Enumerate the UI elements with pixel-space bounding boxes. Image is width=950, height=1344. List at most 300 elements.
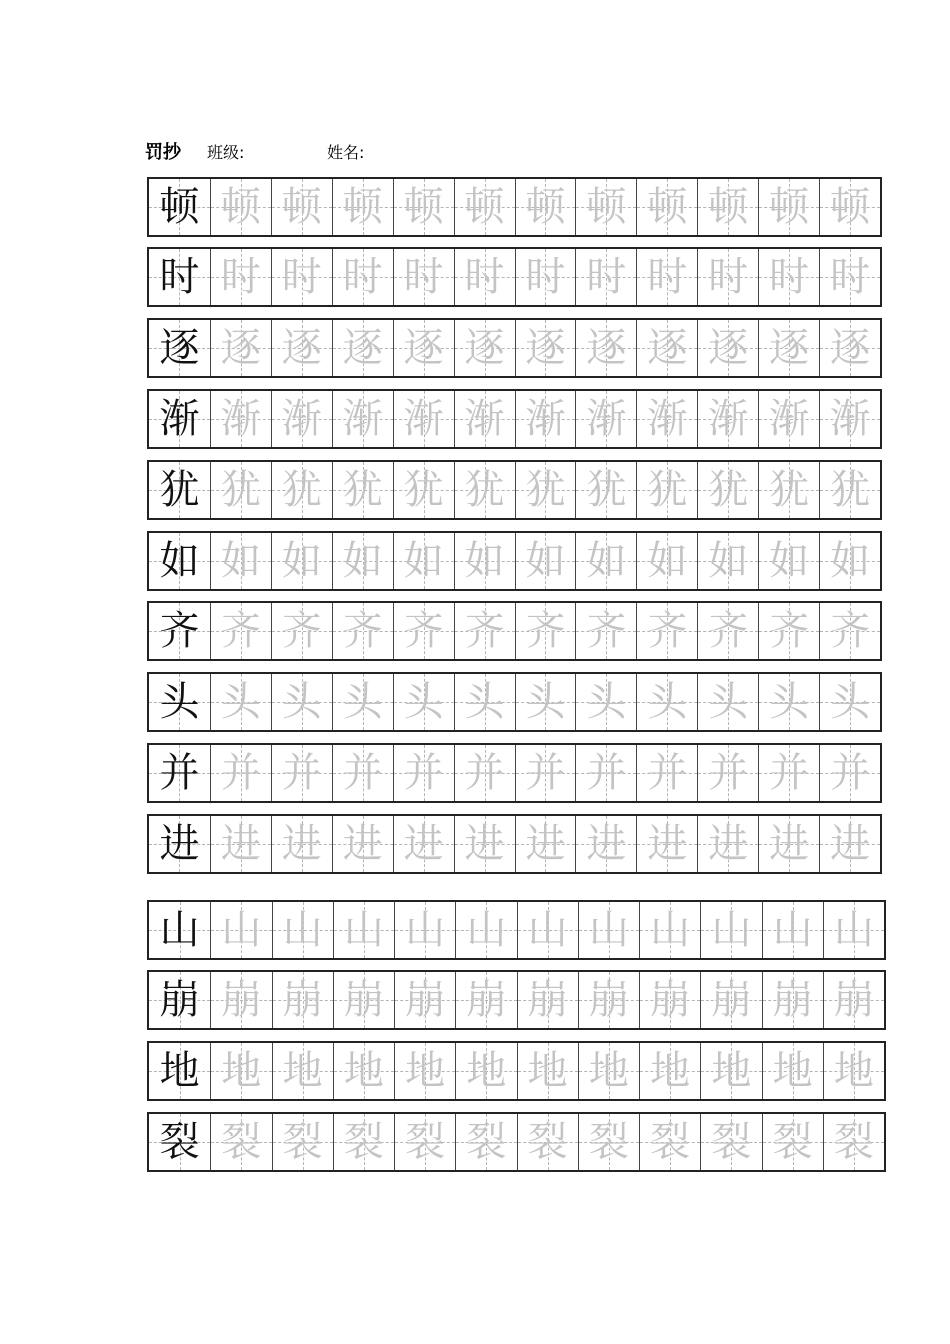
practice-row bbox=[147, 1041, 886, 1101]
tracing-cell[interactable] bbox=[575, 816, 636, 872]
trace-character: 犹 bbox=[464, 467, 505, 513]
trace-character: 裂 bbox=[833, 1119, 874, 1165]
tracing-cell[interactable] bbox=[819, 816, 880, 872]
trace-character: 逐 bbox=[403, 325, 444, 371]
trace-character: 渐 bbox=[281, 396, 322, 442]
tracing-cell[interactable] bbox=[758, 816, 819, 872]
trace-character: 逐 bbox=[220, 325, 261, 371]
trace-character: 渐 bbox=[525, 396, 566, 442]
trace-character: 逐 bbox=[586, 325, 627, 371]
trace-character: 逐 bbox=[830, 325, 871, 371]
tracing-cell[interactable] bbox=[700, 972, 761, 1028]
tracing-cell[interactable] bbox=[515, 249, 576, 305]
trace-character: 头 bbox=[708, 679, 749, 725]
tracing-cell[interactable] bbox=[210, 462, 271, 518]
trace-character: 齐 bbox=[403, 608, 444, 654]
tracing-cell[interactable] bbox=[455, 902, 516, 958]
tracing-cell[interactable] bbox=[639, 1043, 700, 1099]
tracing-cell[interactable] bbox=[578, 1043, 639, 1099]
tracing-cell[interactable] bbox=[455, 1114, 516, 1170]
trace-character: 并 bbox=[647, 750, 688, 796]
tracing-cell[interactable] bbox=[823, 972, 884, 1028]
tracing-cell[interactable] bbox=[333, 902, 394, 958]
tracing-cell[interactable] bbox=[271, 816, 332, 872]
tracing-cell[interactable] bbox=[575, 179, 636, 235]
tracing-cell[interactable] bbox=[697, 249, 758, 305]
trace-character: 裂 bbox=[466, 1119, 507, 1165]
tracing-cell[interactable] bbox=[393, 391, 454, 447]
trace-character: 犹 bbox=[342, 467, 383, 513]
tracing-cell[interactable] bbox=[636, 179, 697, 235]
trace-character: 并 bbox=[708, 750, 749, 796]
tracing-cell[interactable] bbox=[758, 391, 819, 447]
trace-character: 头 bbox=[464, 679, 505, 725]
trace-character: 并 bbox=[220, 750, 261, 796]
trace-character: 山 bbox=[527, 907, 568, 953]
trace-character: 时 bbox=[220, 254, 261, 300]
tracing-cell[interactable] bbox=[454, 249, 515, 305]
tracing-cell[interactable] bbox=[271, 179, 332, 235]
tracing-cell[interactable] bbox=[700, 1114, 761, 1170]
tracing-cell[interactable] bbox=[823, 1043, 884, 1099]
trace-character: 齐 bbox=[525, 608, 566, 654]
tracing-cell[interactable] bbox=[700, 1043, 761, 1099]
tracing-cell[interactable] bbox=[636, 674, 697, 730]
model-character-cell bbox=[149, 1043, 210, 1099]
tracing-cell[interactable] bbox=[271, 391, 332, 447]
tracing-cell[interactable] bbox=[454, 603, 515, 659]
practice-row bbox=[147, 389, 882, 449]
tracing-cell[interactable] bbox=[271, 462, 332, 518]
tracing-cell[interactable] bbox=[210, 533, 271, 589]
tracing-cell[interactable] bbox=[272, 1043, 333, 1099]
trace-character: 裂 bbox=[650, 1119, 691, 1165]
tracing-cell[interactable] bbox=[455, 972, 516, 1028]
tracing-cell[interactable] bbox=[639, 1114, 700, 1170]
trace-character: 裂 bbox=[588, 1119, 629, 1165]
trace-character: 如 bbox=[464, 538, 505, 584]
tracing-cell[interactable] bbox=[762, 1043, 823, 1099]
trace-character: 如 bbox=[220, 538, 261, 584]
tracing-cell[interactable] bbox=[394, 972, 455, 1028]
tracing-cell[interactable] bbox=[515, 320, 576, 376]
tracing-cell[interactable] bbox=[819, 603, 880, 659]
tracing-cell[interactable] bbox=[332, 816, 393, 872]
trace-character: 地 bbox=[343, 1048, 384, 1094]
tracing-cell[interactable] bbox=[393, 533, 454, 589]
tracing-cell[interactable] bbox=[575, 533, 636, 589]
tracing-cell[interactable] bbox=[758, 533, 819, 589]
tracing-cell[interactable] bbox=[332, 391, 393, 447]
tracing-cell[interactable] bbox=[393, 603, 454, 659]
trace-character: 头 bbox=[586, 679, 627, 725]
trace-character: 并 bbox=[586, 750, 627, 796]
trace-character: 时 bbox=[586, 254, 627, 300]
tracing-cell[interactable] bbox=[393, 816, 454, 872]
trace-character: 山 bbox=[405, 907, 446, 953]
tracing-cell[interactable] bbox=[762, 1114, 823, 1170]
trace-character: 如 bbox=[708, 538, 749, 584]
tracing-cell[interactable] bbox=[394, 1043, 455, 1099]
trace-character: 进 bbox=[403, 821, 444, 867]
trace-character: 崩 bbox=[466, 977, 507, 1023]
tracing-cell[interactable] bbox=[271, 533, 332, 589]
practice-row bbox=[147, 601, 882, 661]
tracing-cell[interactable] bbox=[333, 1043, 394, 1099]
tracing-cell[interactable] bbox=[697, 462, 758, 518]
tracing-cell[interactable] bbox=[210, 179, 271, 235]
tracing-cell[interactable] bbox=[575, 745, 636, 801]
trace-character: 地 bbox=[650, 1048, 691, 1094]
trace-character: 犹 bbox=[281, 467, 322, 513]
tracing-cell[interactable] bbox=[210, 1043, 271, 1099]
trace-character: 山 bbox=[221, 907, 262, 953]
tracing-cell[interactable] bbox=[697, 320, 758, 376]
tracing-cell[interactable] bbox=[758, 462, 819, 518]
tracing-cell[interactable] bbox=[333, 972, 394, 1028]
model-character: 渐 bbox=[159, 396, 200, 442]
trace-character: 崩 bbox=[588, 977, 629, 1023]
trace-character: 崩 bbox=[650, 977, 691, 1023]
practice-row bbox=[147, 247, 882, 307]
trace-character: 时 bbox=[281, 254, 322, 300]
trace-character: 山 bbox=[282, 907, 323, 953]
trace-character: 时 bbox=[830, 254, 871, 300]
tracing-cell[interactable] bbox=[575, 391, 636, 447]
tracing-cell[interactable] bbox=[517, 1114, 578, 1170]
tracing-cell[interactable] bbox=[332, 249, 393, 305]
trace-character: 进 bbox=[830, 821, 871, 867]
model-character: 如 bbox=[159, 538, 200, 584]
tracing-cell[interactable] bbox=[515, 391, 576, 447]
tracing-cell[interactable] bbox=[393, 462, 454, 518]
tracing-cell[interactable] bbox=[210, 391, 271, 447]
tracing-cell[interactable] bbox=[819, 745, 880, 801]
class-label: 班级: bbox=[207, 143, 245, 162]
practice-row bbox=[147, 177, 882, 237]
model-character-cell bbox=[149, 462, 210, 518]
model-character: 地 bbox=[159, 1048, 200, 1094]
tracing-cell[interactable] bbox=[758, 179, 819, 235]
model-character-cell bbox=[149, 972, 210, 1028]
tracing-cell[interactable] bbox=[819, 249, 880, 305]
tracing-cell[interactable] bbox=[636, 603, 697, 659]
tracing-cell[interactable] bbox=[823, 1114, 884, 1170]
trace-character: 逐 bbox=[708, 325, 749, 371]
trace-character: 齐 bbox=[769, 608, 810, 654]
tracing-cell[interactable] bbox=[697, 179, 758, 235]
tracing-cell[interactable] bbox=[819, 533, 880, 589]
trace-character: 逐 bbox=[525, 325, 566, 371]
tracing-cell[interactable] bbox=[332, 462, 393, 518]
tracing-cell[interactable] bbox=[271, 249, 332, 305]
tracing-cell[interactable] bbox=[515, 603, 576, 659]
tracing-cell[interactable] bbox=[697, 745, 758, 801]
trace-character: 齐 bbox=[220, 608, 261, 654]
tracing-cell[interactable] bbox=[210, 745, 271, 801]
trace-character: 顿 bbox=[464, 184, 505, 230]
model-character: 时 bbox=[159, 254, 200, 300]
model-character-cell bbox=[149, 533, 210, 589]
trace-character: 山 bbox=[588, 907, 629, 953]
tracing-cell[interactable] bbox=[578, 902, 639, 958]
tracing-cell[interactable] bbox=[758, 320, 819, 376]
trace-character: 渐 bbox=[769, 396, 810, 442]
tracing-cell[interactable] bbox=[578, 1114, 639, 1170]
trace-character: 山 bbox=[343, 907, 384, 953]
trace-character: 齐 bbox=[830, 608, 871, 654]
model-character: 顿 bbox=[159, 184, 200, 230]
tracing-cell[interactable] bbox=[454, 533, 515, 589]
trace-character: 渐 bbox=[708, 396, 749, 442]
trace-character: 犹 bbox=[647, 467, 688, 513]
trace-character: 渐 bbox=[342, 396, 383, 442]
tracing-cell[interactable] bbox=[272, 1114, 333, 1170]
tracing-cell[interactable] bbox=[454, 674, 515, 730]
tracing-cell[interactable] bbox=[697, 816, 758, 872]
tracing-cell[interactable] bbox=[697, 603, 758, 659]
tracing-cell[interactable] bbox=[332, 179, 393, 235]
tracing-cell[interactable] bbox=[762, 972, 823, 1028]
tracing-cell[interactable] bbox=[575, 249, 636, 305]
practice-row bbox=[147, 531, 882, 591]
trace-character: 时 bbox=[769, 254, 810, 300]
trace-character: 逐 bbox=[464, 325, 505, 371]
model-character: 裂 bbox=[159, 1119, 200, 1165]
tracing-cell[interactable] bbox=[636, 533, 697, 589]
tracing-cell[interactable] bbox=[758, 249, 819, 305]
tracing-cell[interactable] bbox=[333, 1114, 394, 1170]
trace-character: 并 bbox=[403, 750, 444, 796]
tracing-cell[interactable] bbox=[515, 816, 576, 872]
trace-character: 渐 bbox=[403, 396, 444, 442]
trace-character: 逐 bbox=[647, 325, 688, 371]
tracing-cell[interactable] bbox=[332, 603, 393, 659]
trace-character: 时 bbox=[647, 254, 688, 300]
trace-character: 地 bbox=[588, 1048, 629, 1094]
tracing-cell[interactable] bbox=[639, 902, 700, 958]
trace-character: 如 bbox=[647, 538, 688, 584]
trace-character: 如 bbox=[525, 538, 566, 584]
trace-character: 并 bbox=[464, 750, 505, 796]
trace-character: 头 bbox=[220, 679, 261, 725]
trace-character: 裂 bbox=[527, 1119, 568, 1165]
trace-character: 齐 bbox=[586, 608, 627, 654]
tracing-cell[interactable] bbox=[575, 603, 636, 659]
tracing-cell[interactable] bbox=[271, 320, 332, 376]
trace-character: 并 bbox=[830, 750, 871, 796]
trace-character: 渐 bbox=[586, 396, 627, 442]
tracing-cell[interactable] bbox=[271, 745, 332, 801]
tracing-cell[interactable] bbox=[393, 674, 454, 730]
model-character: 进 bbox=[159, 821, 200, 867]
practice-row bbox=[147, 814, 882, 874]
tracing-cell[interactable] bbox=[210, 972, 271, 1028]
model-character-cell bbox=[149, 603, 210, 659]
tracing-cell[interactable] bbox=[700, 902, 761, 958]
practice-row bbox=[147, 970, 886, 1030]
trace-character: 进 bbox=[464, 821, 505, 867]
tracing-cell[interactable] bbox=[636, 391, 697, 447]
trace-character: 齐 bbox=[647, 608, 688, 654]
tracing-cell[interactable] bbox=[210, 1114, 271, 1170]
tracing-cell[interactable] bbox=[454, 320, 515, 376]
trace-character: 进 bbox=[647, 821, 688, 867]
worksheet-title: 罚抄 bbox=[145, 142, 181, 163]
tracing-cell[interactable] bbox=[210, 816, 271, 872]
tracing-cell[interactable] bbox=[393, 179, 454, 235]
tracing-cell[interactable] bbox=[271, 674, 332, 730]
trace-character: 裂 bbox=[221, 1119, 262, 1165]
model-character-cell bbox=[149, 179, 210, 235]
trace-character: 犹 bbox=[403, 467, 444, 513]
tracing-cell[interactable] bbox=[210, 674, 271, 730]
trace-character: 犹 bbox=[220, 467, 261, 513]
trace-character: 地 bbox=[527, 1048, 568, 1094]
trace-character: 顿 bbox=[220, 184, 261, 230]
tracing-cell[interactable] bbox=[575, 674, 636, 730]
tracing-cell[interactable] bbox=[454, 179, 515, 235]
trace-character: 顿 bbox=[769, 184, 810, 230]
trace-character: 裂 bbox=[282, 1119, 323, 1165]
tracing-cell[interactable] bbox=[636, 462, 697, 518]
trace-character: 裂 bbox=[405, 1119, 446, 1165]
tracing-cell[interactable] bbox=[517, 1043, 578, 1099]
trace-character: 进 bbox=[342, 821, 383, 867]
trace-character: 崩 bbox=[711, 977, 752, 1023]
tracing-cell[interactable] bbox=[454, 462, 515, 518]
trace-character: 渐 bbox=[830, 396, 871, 442]
tracing-cell[interactable] bbox=[515, 462, 576, 518]
tracing-cell[interactable] bbox=[758, 603, 819, 659]
trace-character: 崩 bbox=[343, 977, 384, 1023]
trace-character: 进 bbox=[281, 821, 322, 867]
tracing-cell[interactable] bbox=[272, 972, 333, 1028]
tracing-cell[interactable] bbox=[454, 816, 515, 872]
trace-character: 头 bbox=[830, 679, 871, 725]
tracing-cell[interactable] bbox=[758, 745, 819, 801]
practice-row bbox=[147, 672, 882, 732]
trace-character: 进 bbox=[586, 821, 627, 867]
tracing-cell[interactable] bbox=[578, 972, 639, 1028]
tracing-cell[interactable] bbox=[636, 745, 697, 801]
tracing-cell[interactable] bbox=[210, 249, 271, 305]
tracing-cell[interactable] bbox=[332, 533, 393, 589]
trace-character: 齐 bbox=[708, 608, 749, 654]
trace-character: 顿 bbox=[525, 184, 566, 230]
tracing-cell[interactable] bbox=[639, 972, 700, 1028]
tracing-cell[interactable] bbox=[394, 902, 455, 958]
trace-character: 如 bbox=[769, 538, 810, 584]
trace-character: 渐 bbox=[647, 396, 688, 442]
trace-character: 并 bbox=[281, 750, 322, 796]
tracing-cell[interactable] bbox=[210, 902, 271, 958]
trace-character: 时 bbox=[525, 254, 566, 300]
trace-character: 山 bbox=[833, 907, 874, 953]
tracing-cell[interactable] bbox=[393, 745, 454, 801]
trace-character: 头 bbox=[403, 679, 444, 725]
trace-character: 进 bbox=[525, 821, 566, 867]
tracing-cell[interactable] bbox=[515, 745, 576, 801]
trace-character: 逐 bbox=[769, 325, 810, 371]
tracing-cell[interactable] bbox=[515, 533, 576, 589]
tracing-cell[interactable] bbox=[697, 533, 758, 589]
tracing-cell[interactable] bbox=[819, 179, 880, 235]
tracing-cell[interactable] bbox=[517, 972, 578, 1028]
tracing-cell[interactable] bbox=[819, 391, 880, 447]
trace-character: 崩 bbox=[527, 977, 568, 1023]
tracing-cell[interactable] bbox=[819, 674, 880, 730]
trace-character: 犹 bbox=[769, 467, 810, 513]
trace-character: 顿 bbox=[586, 184, 627, 230]
model-character-cell bbox=[149, 320, 210, 376]
tracing-cell[interactable] bbox=[517, 902, 578, 958]
tracing-cell[interactable] bbox=[636, 249, 697, 305]
trace-character: 地 bbox=[282, 1048, 323, 1094]
trace-character: 地 bbox=[221, 1048, 262, 1094]
tracing-cell[interactable] bbox=[575, 462, 636, 518]
trace-character: 裂 bbox=[772, 1119, 813, 1165]
trace-character: 如 bbox=[342, 538, 383, 584]
tracing-cell[interactable] bbox=[394, 1114, 455, 1170]
tracing-cell[interactable] bbox=[271, 603, 332, 659]
tracing-cell[interactable] bbox=[762, 902, 823, 958]
tracing-cell[interactable] bbox=[758, 674, 819, 730]
tracing-cell[interactable] bbox=[210, 320, 271, 376]
tracing-cell[interactable] bbox=[454, 391, 515, 447]
tracing-cell[interactable] bbox=[819, 462, 880, 518]
trace-character: 顿 bbox=[281, 184, 322, 230]
tracing-cell[interactable] bbox=[636, 816, 697, 872]
trace-character: 地 bbox=[833, 1048, 874, 1094]
tracing-cell[interactable] bbox=[636, 320, 697, 376]
trace-character: 逐 bbox=[281, 325, 322, 371]
trace-character: 头 bbox=[281, 679, 322, 725]
trace-character: 进 bbox=[220, 821, 261, 867]
tracing-cell[interactable] bbox=[393, 249, 454, 305]
model-character: 并 bbox=[159, 750, 200, 796]
tracing-cell[interactable] bbox=[454, 745, 515, 801]
tracing-cell[interactable] bbox=[332, 745, 393, 801]
tracing-cell[interactable] bbox=[697, 674, 758, 730]
tracing-cell[interactable] bbox=[697, 391, 758, 447]
tracing-cell[interactable] bbox=[393, 320, 454, 376]
tracing-cell[interactable] bbox=[819, 320, 880, 376]
trace-character: 如 bbox=[830, 538, 871, 584]
practice-row bbox=[147, 900, 886, 960]
trace-character: 崩 bbox=[833, 977, 874, 1023]
trace-character: 地 bbox=[405, 1048, 446, 1094]
model-character-cell bbox=[149, 816, 210, 872]
tracing-cell[interactable] bbox=[575, 320, 636, 376]
tracing-cell[interactable] bbox=[332, 674, 393, 730]
trace-character: 山 bbox=[772, 907, 813, 953]
tracing-cell[interactable] bbox=[272, 902, 333, 958]
trace-character: 如 bbox=[281, 538, 322, 584]
practice-row bbox=[147, 318, 882, 378]
model-character-cell bbox=[149, 674, 210, 730]
trace-character: 并 bbox=[769, 750, 810, 796]
tracing-cell[interactable] bbox=[823, 902, 884, 958]
tracing-cell[interactable] bbox=[515, 179, 576, 235]
trace-character: 犹 bbox=[586, 467, 627, 513]
trace-character: 时 bbox=[464, 254, 505, 300]
tracing-cell[interactable] bbox=[515, 674, 576, 730]
model-character-cell bbox=[149, 249, 210, 305]
tracing-cell[interactable] bbox=[455, 1043, 516, 1099]
tracing-cell[interactable] bbox=[332, 320, 393, 376]
tracing-cell[interactable] bbox=[210, 603, 271, 659]
